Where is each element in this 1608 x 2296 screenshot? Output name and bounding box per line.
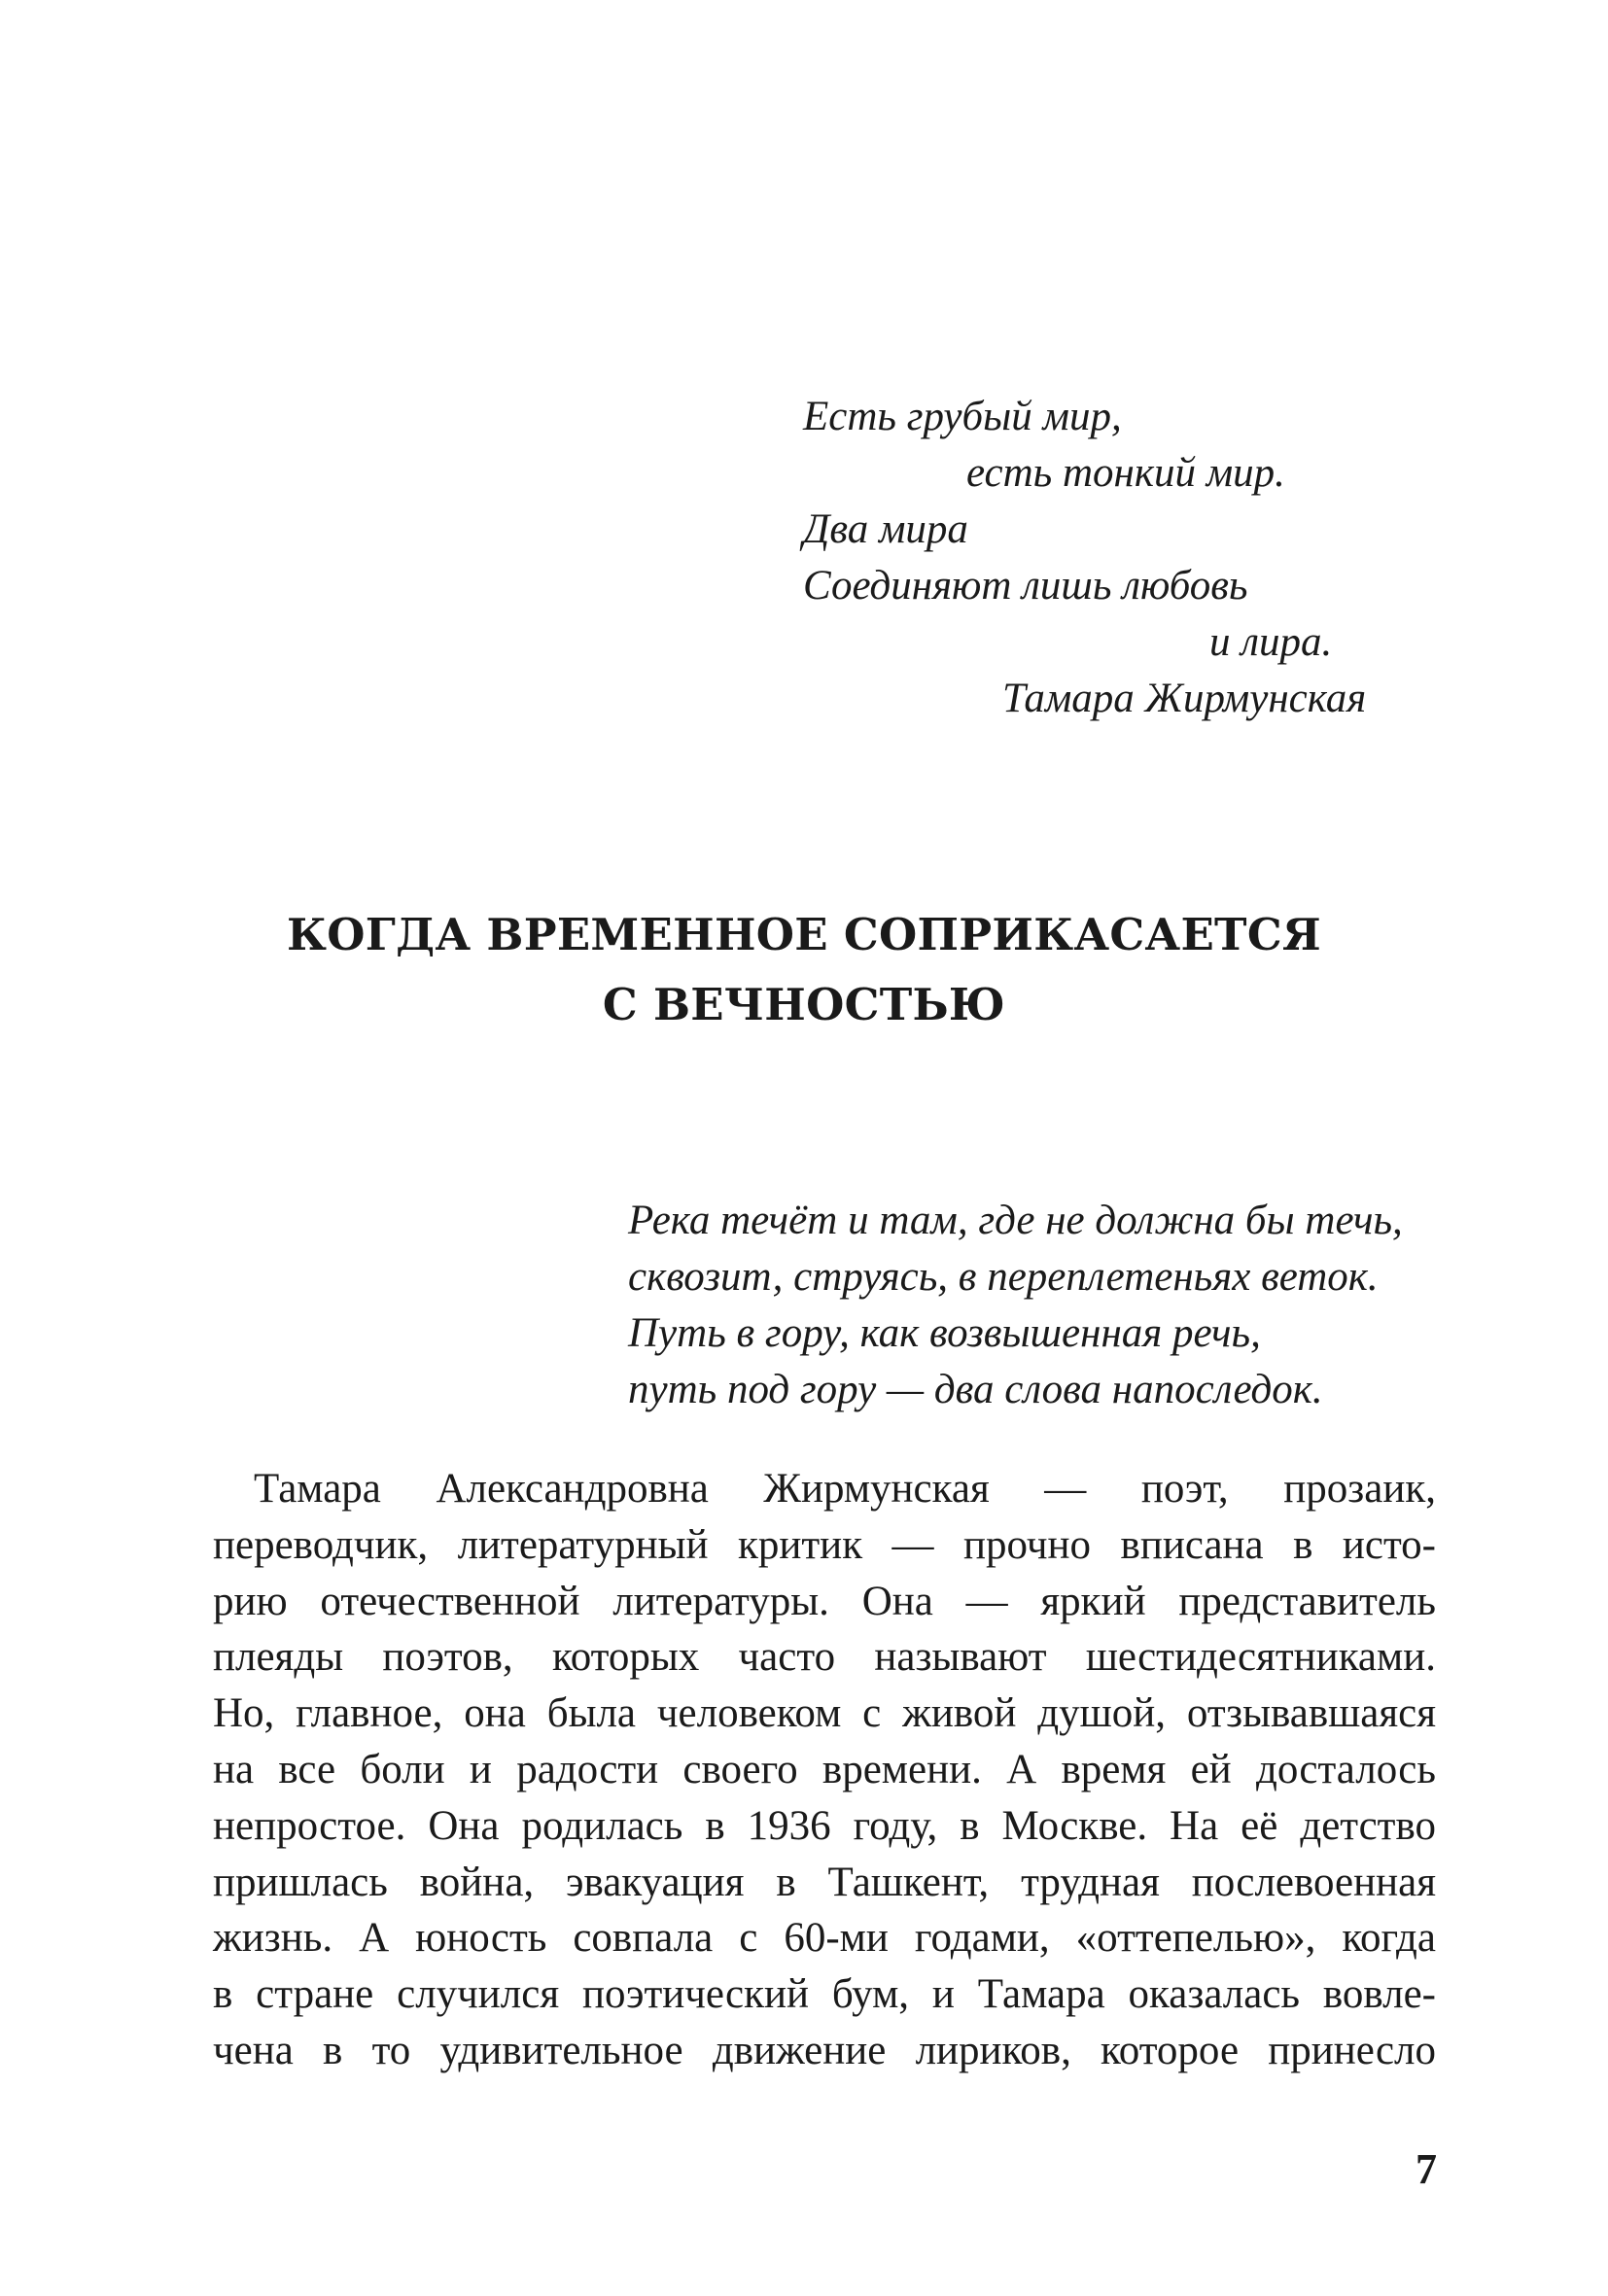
body-line: жизнь. А юность совпала с 60-ми годами, «оттепелью», когда	[213, 1915, 1436, 1962]
body-line: пришлась война, эвакуация в Ташкент, трудная послевоенная	[213, 1859, 1436, 1905]
epigraph-top-line: и лира.	[1209, 619, 1333, 665]
body-line: переводчик, литературный критик — прочно вписана в исто-	[213, 1521, 1436, 1568]
chapter-title-line: КОГДА ВРЕМЕННОЕ СОПРИКАСАЕТСЯ	[287, 909, 1321, 960]
epigraph-top-line: есть тонкий мир.	[966, 450, 1285, 496]
page-number: 7	[1416, 2145, 1437, 2193]
body-line: Но, главное, она была человеком с живой душой, отзывавшаяся	[213, 1690, 1436, 1737]
epigraph-top-line: Два мира	[803, 506, 968, 552]
body-line: непростое. Она родилась в 1936 году, в Москве. На её детство	[213, 1802, 1436, 1849]
epigraph-top	[803, 389, 1425, 727]
poem-line: сквозит, струясь, в переплетеньях веток.	[628, 1254, 1379, 1300]
chapter-title	[156, 900, 1452, 1040]
poem-line: Река течёт и там, где не должна бы течь,	[628, 1198, 1403, 1243]
body-line: рию отечественной литературы. Она — яркий представитель	[213, 1578, 1436, 1624]
body-line: в стране случился поэтический бум, и Тамара оказалась вовле-	[213, 1971, 1436, 2018]
epigraph-top-line: Соединяют лишь любовь	[803, 563, 1248, 609]
body-paragraph	[213, 1461, 1436, 2079]
body-line: на все боли и радости своего времени. А время ей досталось	[213, 1746, 1436, 1792]
body-line: Тамара Александровна Жирмунская — поэт, прозаик,	[254, 1466, 1436, 1512]
epigraph-author: Тамара Жирмунская	[1002, 676, 1367, 721]
epigraph-top-line: Есть грубый мир,	[803, 394, 1122, 439]
chapter-title-line: С ВЕЧНОСТЬЮ	[602, 979, 1006, 1030]
body-line: плеяды поэтов, которых часто называют шестидесятниками.	[213, 1634, 1436, 1681]
body-line: чена в то удивительное движение лириков, которое принесло	[213, 2027, 1436, 2073]
poem-line: Путь в гору, как возвышенная речь,	[628, 1310, 1261, 1356]
epigraph-poem	[628, 1193, 1445, 1418]
poem-line: путь под гору — два слова напоследок.	[628, 1367, 1323, 1412]
